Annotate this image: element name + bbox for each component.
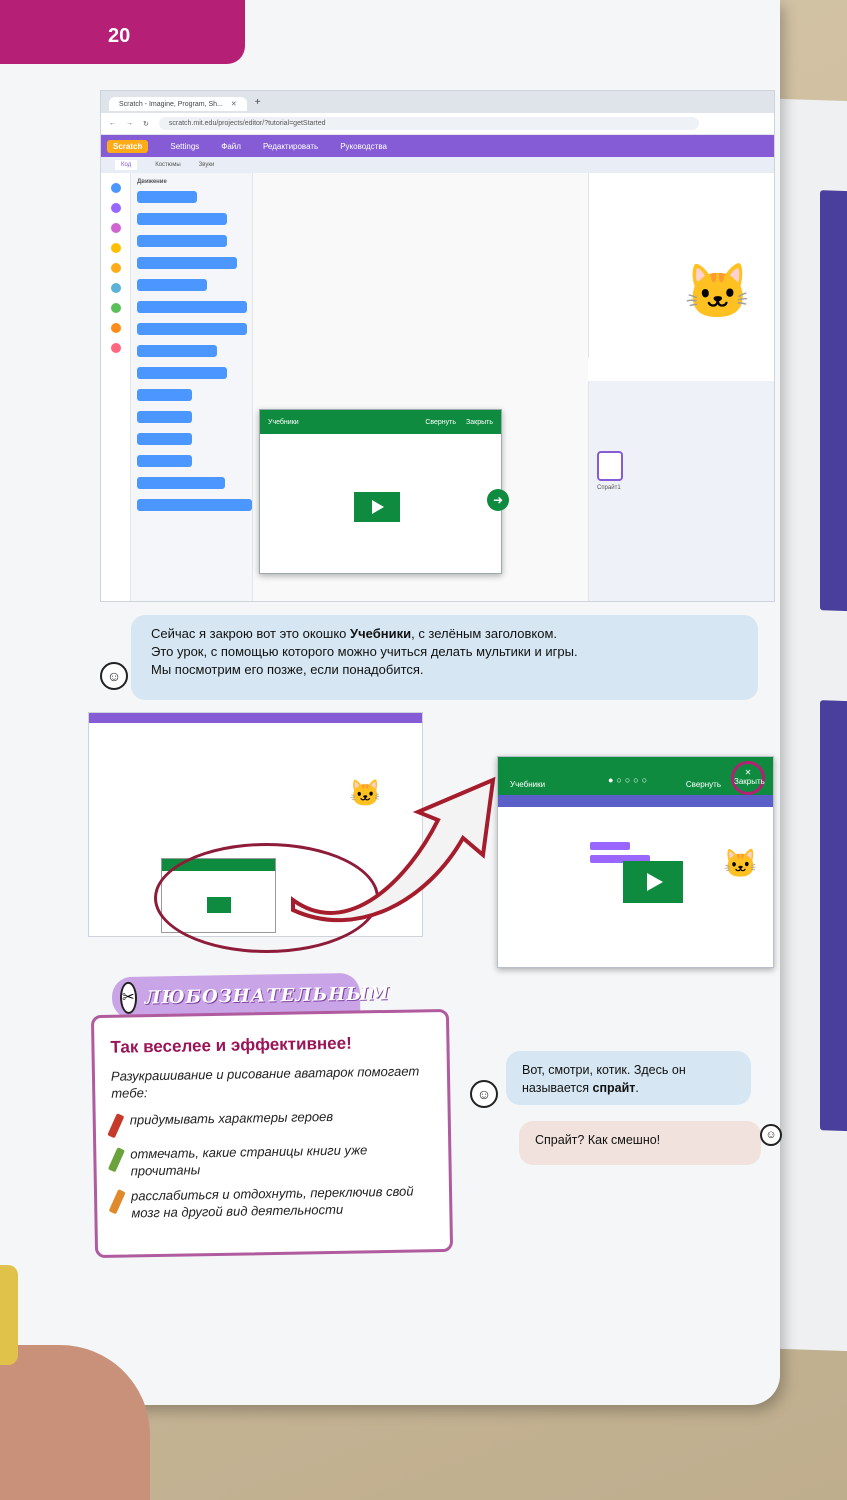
close-button[interactable] [731,761,765,795]
category-sound[interactable] [111,223,121,233]
scissors-icon: ✂ [120,982,137,1014]
motion-block[interactable] [137,389,192,401]
zoomed-menu-bar [498,795,773,807]
sprite-panel [588,381,774,601]
red-pencil-icon [107,1113,124,1138]
tutorial-title: Учебники [510,780,546,789]
bubble-line: Это урок, с помощью которого можно учиться делать мультики и игры. [151,644,578,659]
menu-tutorials[interactable]: Руководства [340,141,387,151]
category-variables[interactable] [111,323,121,333]
category-operators[interactable] [111,303,121,313]
orange-pencil-icon [109,1189,126,1214]
bubble-line: Вот, смотри, котик. Здесь он [522,1063,686,1077]
speech-bubble-reply [519,1121,761,1165]
tab-code[interactable]: Код [115,160,137,170]
category-looks[interactable] [111,203,121,213]
stage[interactable] [588,173,774,358]
zoom-arrow-icon [288,760,518,930]
bubble-line: Мы посмотрим его позже, если понадобится. [151,662,424,677]
new-tab-icon[interactable]: + [254,96,261,108]
motion-block[interactable] [137,301,247,313]
motion-block[interactable] [137,279,207,291]
motion-block[interactable] [137,411,192,423]
tab-costumes[interactable]: Костюмы [155,162,181,168]
menu-settings[interactable]: Settings [170,141,200,151]
looks-block [590,842,630,850]
browser-address-bar [101,113,774,135]
minimize-button[interactable]: Свернуть [425,418,457,426]
scratch-logo[interactable]: Scratch [107,140,148,153]
motion-block[interactable] [137,257,237,269]
motion-block[interactable] [137,191,197,203]
block-categories [101,173,131,601]
list-item [112,1106,432,1138]
tutorial-title: Учебники [268,418,299,426]
boy-avatar-icon: ☺ [760,1124,782,1146]
girl-avatar-icon: ☺ [470,1080,498,1108]
cat-sprite-icon: 🐱 [349,778,382,808]
speech-bubble-sprite [506,1051,751,1105]
category-my-blocks[interactable] [111,343,121,353]
browser-tab[interactable] [109,97,247,111]
menu-file[interactable]: Файл [221,141,241,151]
motion-block[interactable] [137,213,227,225]
motion-block[interactable] [137,345,217,357]
curious-title: Так веселее и эффективнее! [110,1033,352,1057]
close-button[interactable]: Закрыть [466,418,493,426]
next-page-scratch-strip [820,190,847,611]
motion-block[interactable] [137,433,192,445]
bubble-bold-text: спрайт [592,1081,636,1095]
menu-edit[interactable]: Редактировать [262,141,319,151]
editor-subtabs [101,157,774,173]
bubble-text: Спрайт? Как смешно! [535,1133,661,1147]
zoomed-tutorial-window [497,756,774,968]
motion-block[interactable] [137,499,252,511]
motion-block[interactable] [137,477,225,489]
page-number: 20 [108,25,131,47]
curious-tag-text: ЛЮБОЗНАТЕЛЬНЫМ [144,982,390,1009]
url-field[interactable]: scratch.mit.edu/projects/editor/?tutorial=getStarted [159,117,699,130]
green-pencil-icon [108,1147,125,1172]
bubble-line [151,625,742,643]
category-control[interactable] [111,263,121,273]
forward-icon[interactable]: → [126,120,133,127]
tutorial-header [260,410,501,434]
scratch-editor-screenshot [100,90,775,602]
browser-tab-title: Scratch - Imagine, Program, Sh... [119,100,223,108]
motion-block[interactable] [137,455,192,467]
block-palette [131,173,253,601]
bubble-text: Сейчас я закрою вот это окошко [151,626,351,641]
category-motion[interactable] [111,183,121,193]
mini-menu-bar [89,713,422,723]
scratch-menu-bar [101,135,774,157]
sprite-name: Спрайт1 [597,485,621,491]
curious-lead: Разукрашивание и рисование аватарок помогает тебе: [110,1063,420,1101]
palette-header: Движение [137,179,167,185]
list-item-text: отмечать, какие страницы книги уже прочитаны [130,1142,368,1179]
girl-avatar-icon: ☺ [100,662,128,690]
next-page-edge [775,99,847,1352]
progress-dots: ●○○○○ [608,775,651,785]
list-item-text: придумывать характеры героев [129,1108,334,1128]
play-video-icon[interactable] [623,861,683,903]
page-number-tab [0,0,245,64]
next-arrow-icon[interactable]: ➜ [487,489,509,511]
sprite-thumbnail[interactable] [597,451,623,481]
back-icon[interactable]: ← [109,120,116,127]
bubble-text: . [635,1081,639,1095]
tutorial-window [259,409,502,574]
list-item [112,1140,433,1180]
next-page-scratch-strip [820,700,847,1131]
bubble-text: , с зелёным заголовком. [411,626,558,641]
x-icon: ✕ [744,768,752,777]
motion-block[interactable] [137,323,247,335]
cat-sprite-icon: 🐱 [723,848,758,879]
close-icon[interactable]: ✕ [230,101,237,108]
category-sensing[interactable] [111,283,121,293]
bubble-text: называется [522,1081,593,1095]
bubble-line [522,1079,735,1097]
minimize-button[interactable]: Свернуть [685,780,721,789]
category-events[interactable] [111,243,121,253]
cat-sprite-icon[interactable]: 🐱 [684,262,752,322]
list-item [113,1182,434,1222]
play-video-icon[interactable] [354,492,400,522]
reload-icon[interactable]: ↻ [143,120,149,128]
speech-bubble-close-tutorial [131,615,758,700]
motion-block[interactable] [137,235,227,247]
list-item-text: расслабиться и отдохнуть, переключив свой мозг на другой вид деятельности [130,1183,414,1221]
thumb [0,1265,18,1365]
tab-sounds[interactable]: Звуки [198,162,215,168]
close-label: Закрыть [734,777,765,786]
bubble-bold-text: Учебники [350,626,412,641]
curious-box [91,1009,453,1258]
browser-tabbar [101,91,774,113]
motion-block[interactable] [137,367,227,379]
